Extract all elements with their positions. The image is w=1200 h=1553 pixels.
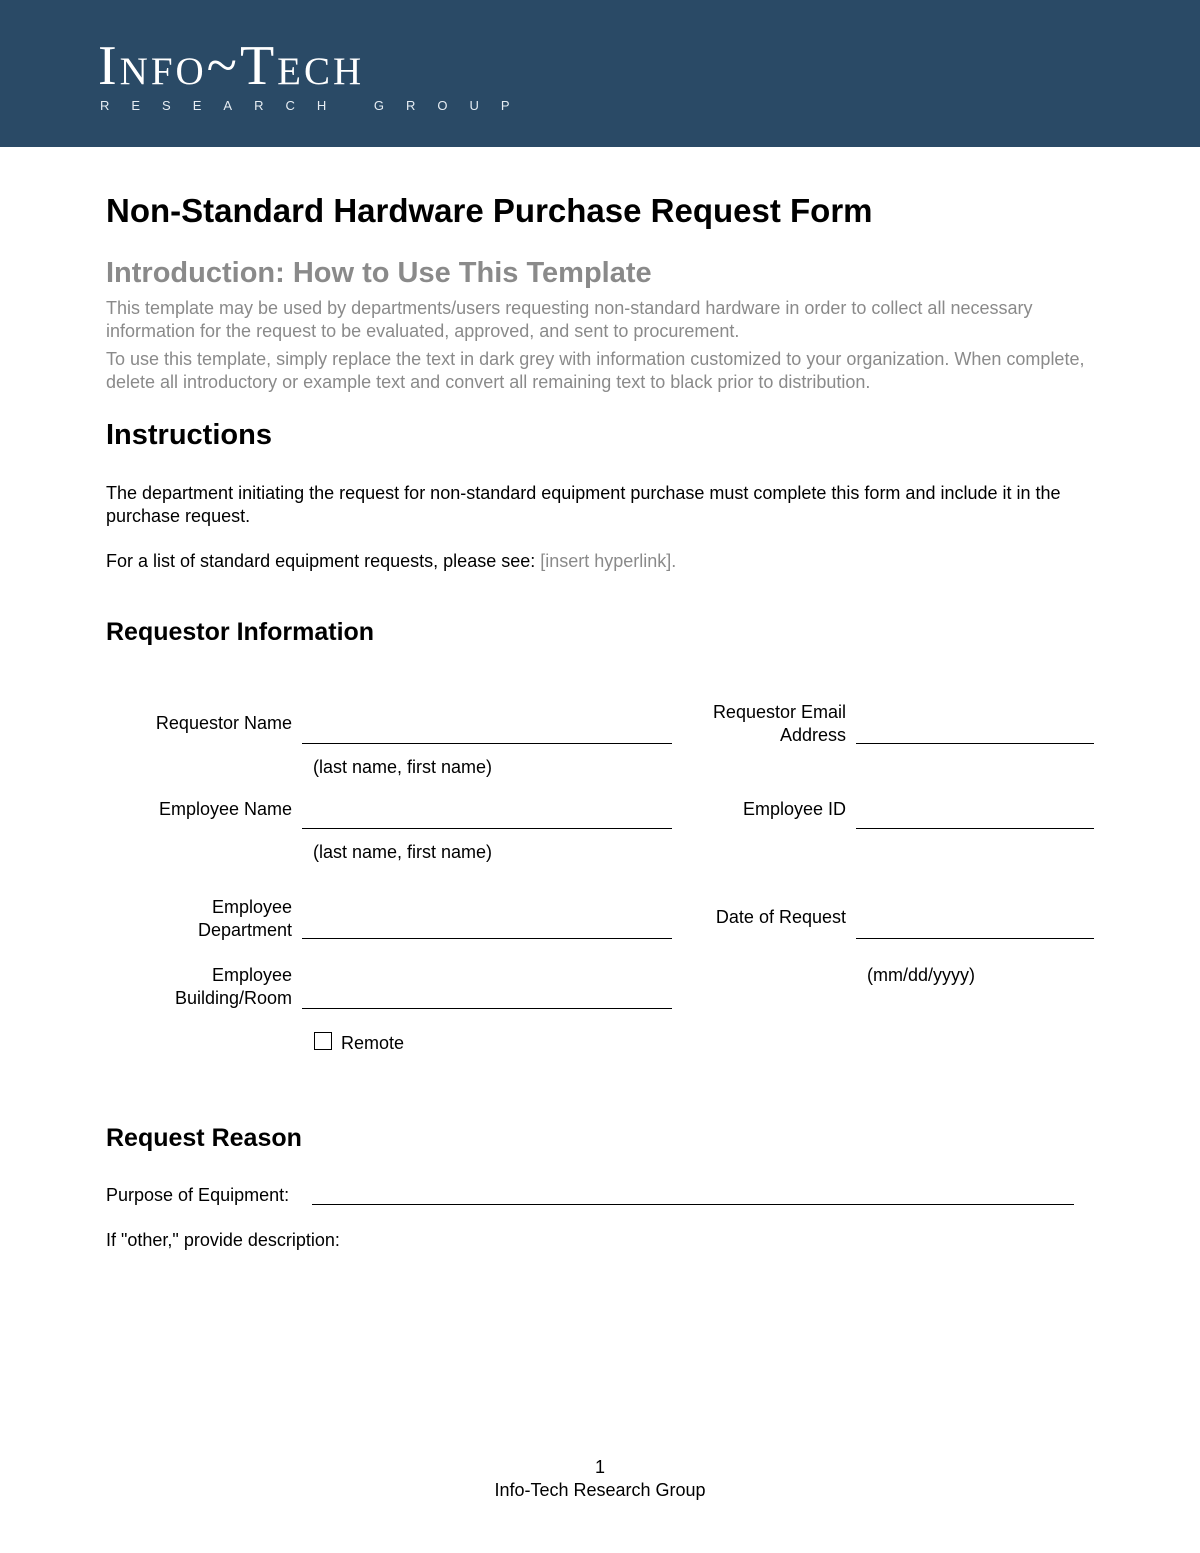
requestor-email-field[interactable] xyxy=(856,743,1094,744)
requestor-name-hint: (last name, first name) xyxy=(313,757,493,777)
intro-paragraph-2: To use this template, simply replace the text in dark grey with information customized to your organization. When complete, delete all introductory or example text and convert all remaining text to black prior to distribution. xyxy=(106,349,1085,392)
employee-id-label: Employee ID xyxy=(742,799,846,819)
instructions-text: For a list of standard equipment requests, please see: xyxy=(106,551,541,571)
request-reason-heading: Request Reason xyxy=(106,1124,302,1152)
remote-label: Remote xyxy=(341,1033,405,1053)
employee-department-field[interactable] xyxy=(302,938,672,939)
requestor-email-label xyxy=(713,701,846,747)
intro-paragraph-1: This template may be used by departments/users requesting non-standard hardware in order to collect all necessary information for the request to be evaluated, approved, and sent to procurement. xyxy=(106,298,1033,341)
employee-department-label xyxy=(198,896,292,942)
instructions-paragraph-1: The department initiating the request for non-standard equipment purchase must complete this form and include it in the purchase request. xyxy=(106,483,1061,526)
employee-building-room-label-line-2: Building/Room xyxy=(174,988,292,1008)
other-description-label: If "other," provide description: xyxy=(106,1230,340,1250)
employee-name-field[interactable] xyxy=(302,828,672,829)
employee-building-room-field[interactable] xyxy=(302,1008,672,1009)
instructions-paragraph-2 xyxy=(106,550,1106,573)
employee-department-label-line-1: Employee xyxy=(211,897,292,917)
purpose-of-equipment-label: Purpose of Equipment: xyxy=(106,1185,290,1205)
employee-building-room-label-line-1: Employee xyxy=(211,965,292,985)
requestor-email-label-line-1: Requestor Email xyxy=(712,702,846,722)
company-logo-subtitle: RESEARCH GROUP xyxy=(100,98,532,113)
company-logo: Info~Tech xyxy=(98,35,365,97)
requestor-name-field[interactable] xyxy=(302,743,672,744)
date-of-request-hint: (mm/dd/yyyy) xyxy=(867,965,975,985)
requestor-email-label-line-2: Address xyxy=(779,725,846,745)
date-of-request-label: Date of Request xyxy=(715,907,846,927)
employee-department-label-line-2: Department xyxy=(197,920,292,940)
employee-building-room-label xyxy=(175,964,292,1010)
footer-company: Info-Tech Research Group xyxy=(494,1480,706,1500)
header-banner xyxy=(0,0,1200,147)
employee-name-label: Employee Name xyxy=(158,799,292,819)
remote-checkbox[interactable] xyxy=(314,1032,332,1050)
requestor-information-heading: Requestor Information xyxy=(106,618,375,646)
intro-heading: Introduction: How to Use This Template xyxy=(106,257,652,289)
requestor-name-label: Requestor Name xyxy=(155,713,292,733)
page-number: 1 xyxy=(594,1457,605,1477)
hyperlink-placeholder[interactable]: [insert hyperlink]. xyxy=(540,551,677,571)
date-of-request-field[interactable] xyxy=(856,938,1094,939)
employee-id-field[interactable] xyxy=(856,828,1094,829)
employee-name-hint: (last name, first name) xyxy=(313,842,493,862)
instructions-heading: Instructions xyxy=(106,419,272,451)
page-title: Non-Standard Hardware Purchase Request Form xyxy=(106,192,873,229)
purpose-of-equipment-field[interactable] xyxy=(312,1204,1074,1205)
